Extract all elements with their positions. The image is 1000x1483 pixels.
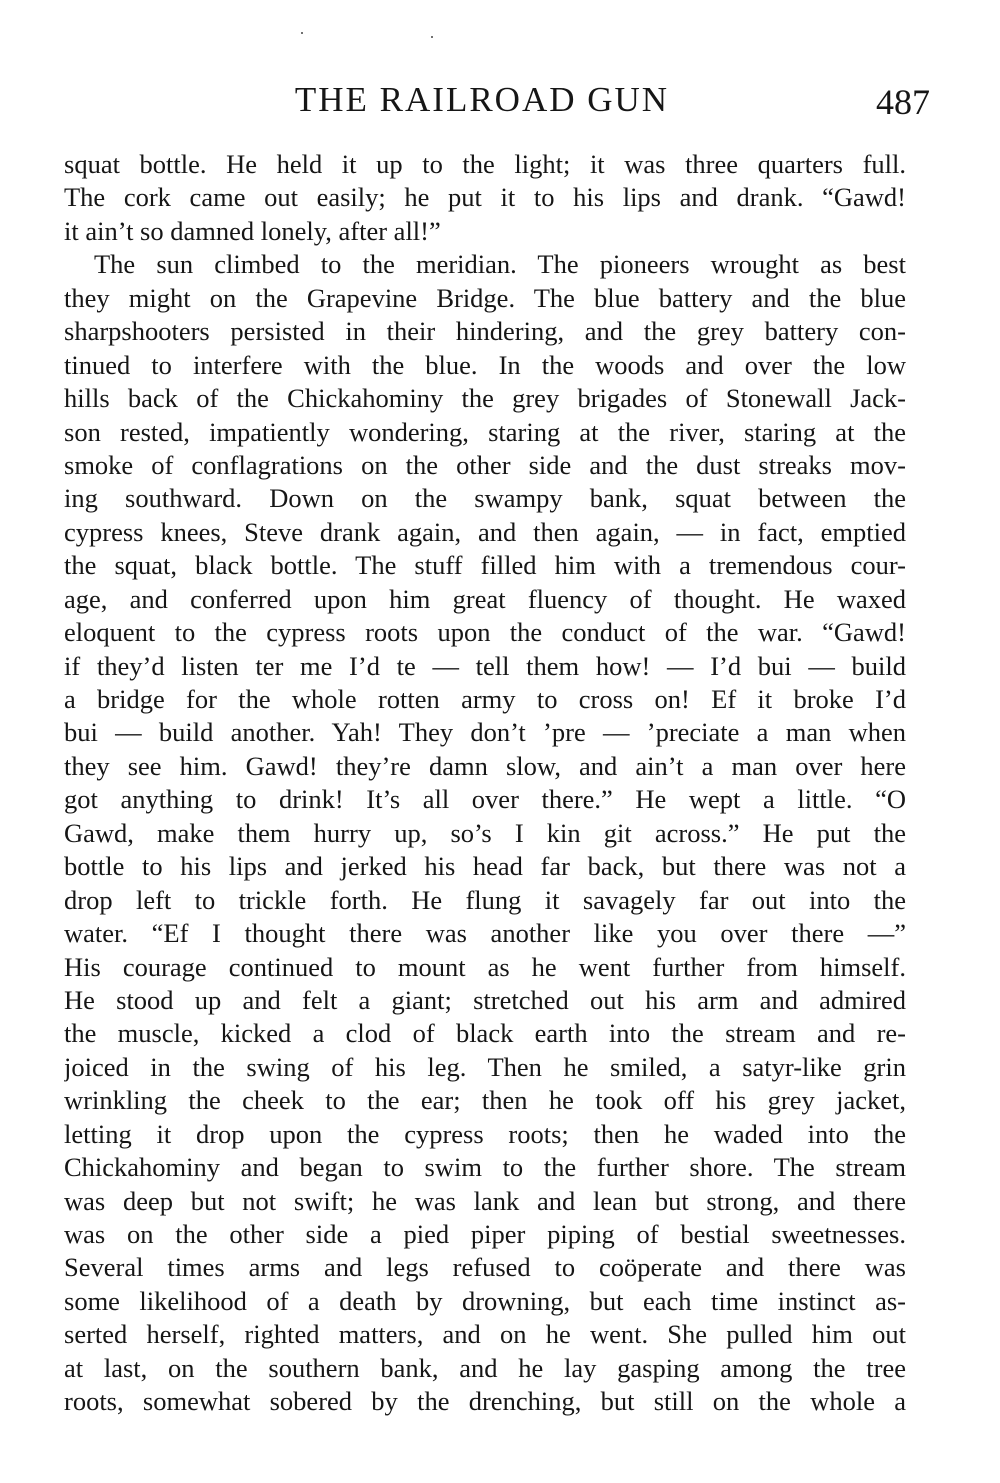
- text-line: bottle to his lips and jerked his head far back, but there was not a: [64, 851, 906, 882]
- text-line: letting it drop upon the cypress roots; then he waded into the: [64, 1118, 906, 1149]
- text-line: cypress knees, Steve drank again, and then again, — in fact, emptied: [64, 516, 906, 547]
- print-speck: [431, 36, 433, 38]
- text-line: son rested, impatiently wondering, staring at the river, staring at the: [64, 416, 906, 447]
- text-line: wrinkling the cheek to the ear; then he took off his grey jacket,: [64, 1085, 906, 1116]
- text-line: hills back of the Chickahominy the grey brigades of Stonewall Jack-: [64, 383, 906, 414]
- text-line: bui — build another. Yah! They don’t ’pre — ’preciate a man when: [64, 717, 906, 748]
- text-line: Several times arms and legs refused to coöperate and there was: [64, 1252, 906, 1283]
- text-line: was deep but not swift; he was lank and lean but strong, and there: [64, 1185, 906, 1216]
- page-number: 487: [876, 82, 930, 122]
- text-line: drop left to trickle forth. He flung it savagely far out into the: [64, 884, 906, 915]
- text-line: He stood up and felt a giant; stretched out his arm and admired: [64, 984, 906, 1015]
- text-line: the muscle, kicked a clod of black earth into the stream and re-: [64, 1018, 906, 1049]
- text-line: at last, on the southern bank, and he lay gasping among the tree: [64, 1352, 906, 1383]
- text-line: got anything to drink! It’s all over there.” He wept a little. “O: [64, 784, 906, 815]
- text-line: His courage continued to mount as he went further from himself.: [64, 951, 906, 982]
- running-title: THE RAILROAD GUN: [294, 80, 670, 119]
- text-line: it ain’t so damned lonely, after all!”: [64, 215, 441, 246]
- text-line: squat bottle. He held it up to the light; it was three quarters full.: [64, 149, 906, 179]
- print-speck: [301, 32, 303, 34]
- text-line: joiced in the swing of his leg. Then he smiled, a satyr-like grin: [64, 1051, 906, 1082]
- text-line: age, and conferred upon him great fluency of thought. He waxed: [64, 583, 906, 614]
- text-line: a bridge for the whole rotten army to cross on! Ef it broke I’d: [64, 684, 906, 714]
- text-line: was on the other side a pied piper piping of bestial sweetnesses.: [64, 1219, 906, 1249]
- text-line: smoke of conflagrations on the other side and the dust streaks mov-: [64, 449, 906, 480]
- text-line: if they’d listen ter me I’d te — tell them how! — I’d bui — build: [64, 650, 906, 681]
- text-line: serted herself, righted matters, and on he went. She pulled him out: [64, 1319, 906, 1350]
- text-line: sharpshooters persisted in their hindering, and the grey battery con-: [64, 316, 906, 347]
- text-line: some likelihood of a death by drowning, but each time instinct as-: [64, 1285, 906, 1316]
- text-line: they might on the Grapevine Bridge. The blue battery and the blue: [64, 282, 906, 313]
- text-line: water. “Ef I thought there was another like you over there —”: [64, 918, 906, 949]
- text-line: the squat, black bottle. The stuff filled him with a tremendous cour-: [64, 550, 906, 581]
- text-line: they see him. Gawd! they’re damn slow, and ain’t a man over here: [64, 750, 906, 781]
- text-line: eloquent to the cypress roots upon the conduct of the war. “Gawd!: [64, 617, 906, 648]
- text-line: Gawd, make them hurry up, so’s I kin git across.” He put the: [64, 817, 906, 848]
- text-line: Chickahominy and began to swim to the further shore. The stream: [64, 1152, 906, 1183]
- text-line: The sun climbed to the meridian. The pioneers wrought as best: [94, 249, 906, 280]
- text-line: tinued to interfere with the blue. In the woods and over the low: [64, 349, 906, 380]
- body-text: [64, 148, 906, 1419]
- text-line: ing southward. Down on the swampy bank, squat between the: [64, 483, 906, 514]
- text-line: The cork came out easily; he put it to his lips and drank. “Gawd!: [64, 182, 906, 213]
- text-line: roots, somewhat sobered by the drenching, but still on the whole a: [64, 1386, 906, 1417]
- running-header: [64, 76, 936, 124]
